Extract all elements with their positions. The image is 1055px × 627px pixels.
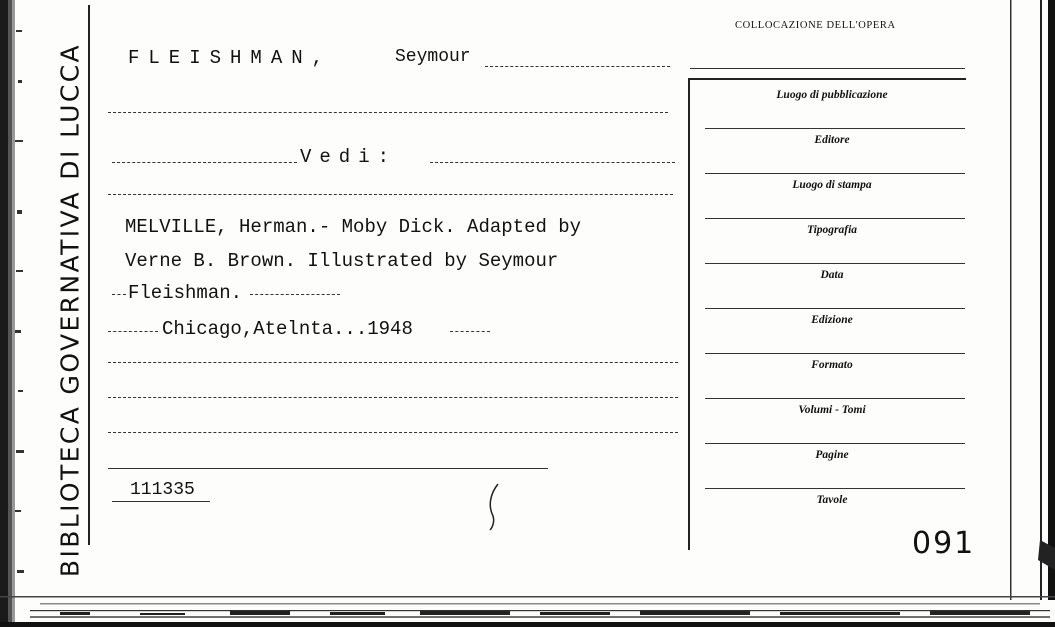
entry-line-3: Fleishman. [128, 282, 243, 304]
field-line-5 [705, 308, 965, 309]
entry-rule-3b [250, 294, 340, 295]
library-label: BIBLIOTECA GOVERNATIVA DI LUCCA [55, 42, 85, 578]
field-volumi-tomi: Volumi - Tomi [798, 404, 866, 416]
field-line-2 [705, 173, 965, 174]
vedi-rule-left [112, 162, 297, 163]
blank-rule-1 [108, 112, 668, 113]
blank-rule-5 [108, 432, 678, 433]
entry-rule-4b [450, 331, 490, 332]
field-line-3 [705, 218, 965, 219]
entry-line-1: MELVILLE, Herman.- Moby Dick. Adapted by [125, 216, 582, 238]
field-pagine: Pagine [815, 449, 849, 461]
panel-divider [688, 78, 690, 550]
left-margin-line [88, 5, 90, 545]
collocazione-header: COLLOCAZIONE DELL'OPERA [735, 20, 896, 31]
field-line-6 [705, 353, 965, 354]
field-line-9 [705, 488, 965, 489]
shelf-mark: 091 [912, 526, 976, 561]
blank-rule-2 [108, 194, 673, 195]
field-editore: Editore [814, 134, 850, 146]
field-edizione: Edizione [811, 314, 853, 326]
field-luogo-stampa: Luogo di stampa [792, 179, 872, 191]
entry-line-4: Chicago,Atelnta...1948 [162, 318, 413, 340]
field-tipografia: Tipografia [806, 224, 858, 236]
blank-rule-6 [108, 468, 548, 469]
entry-rule-4a [108, 331, 158, 332]
entry-line-2: Verne B. Brown. Illustrated by Seymour [125, 250, 559, 272]
field-line-1 [705, 128, 965, 129]
heading-rule [485, 66, 670, 67]
field-line-8 [705, 443, 965, 444]
accession-rule [112, 501, 210, 502]
author-surname: FLEISHMAN, [128, 47, 333, 69]
scan-edge-left [0, 0, 30, 627]
blank-rule-4 [108, 397, 678, 398]
entry-rule-3a [112, 294, 126, 295]
field-luogo-pubblicazione: Luogo di pubblicazione [776, 89, 888, 101]
panel-top-border [688, 78, 966, 80]
accession-number: 111335 [130, 480, 195, 500]
vedi-rule-right [430, 162, 675, 163]
field-tavole: Tavole [816, 494, 848, 506]
field-line-7 [705, 398, 965, 399]
field-data: Data [820, 269, 844, 281]
scan-edge-right [1010, 0, 1055, 627]
panel-top-line [690, 68, 965, 69]
field-formato: Formato [811, 359, 853, 371]
see-reference-label: Vedi: [300, 146, 398, 168]
author-forename: Seymour [395, 47, 471, 67]
field-line-4 [705, 263, 965, 264]
pencil-mark [484, 482, 504, 532]
scan-edge-bottom [0, 592, 1055, 627]
blank-rule-3 [108, 362, 678, 363]
